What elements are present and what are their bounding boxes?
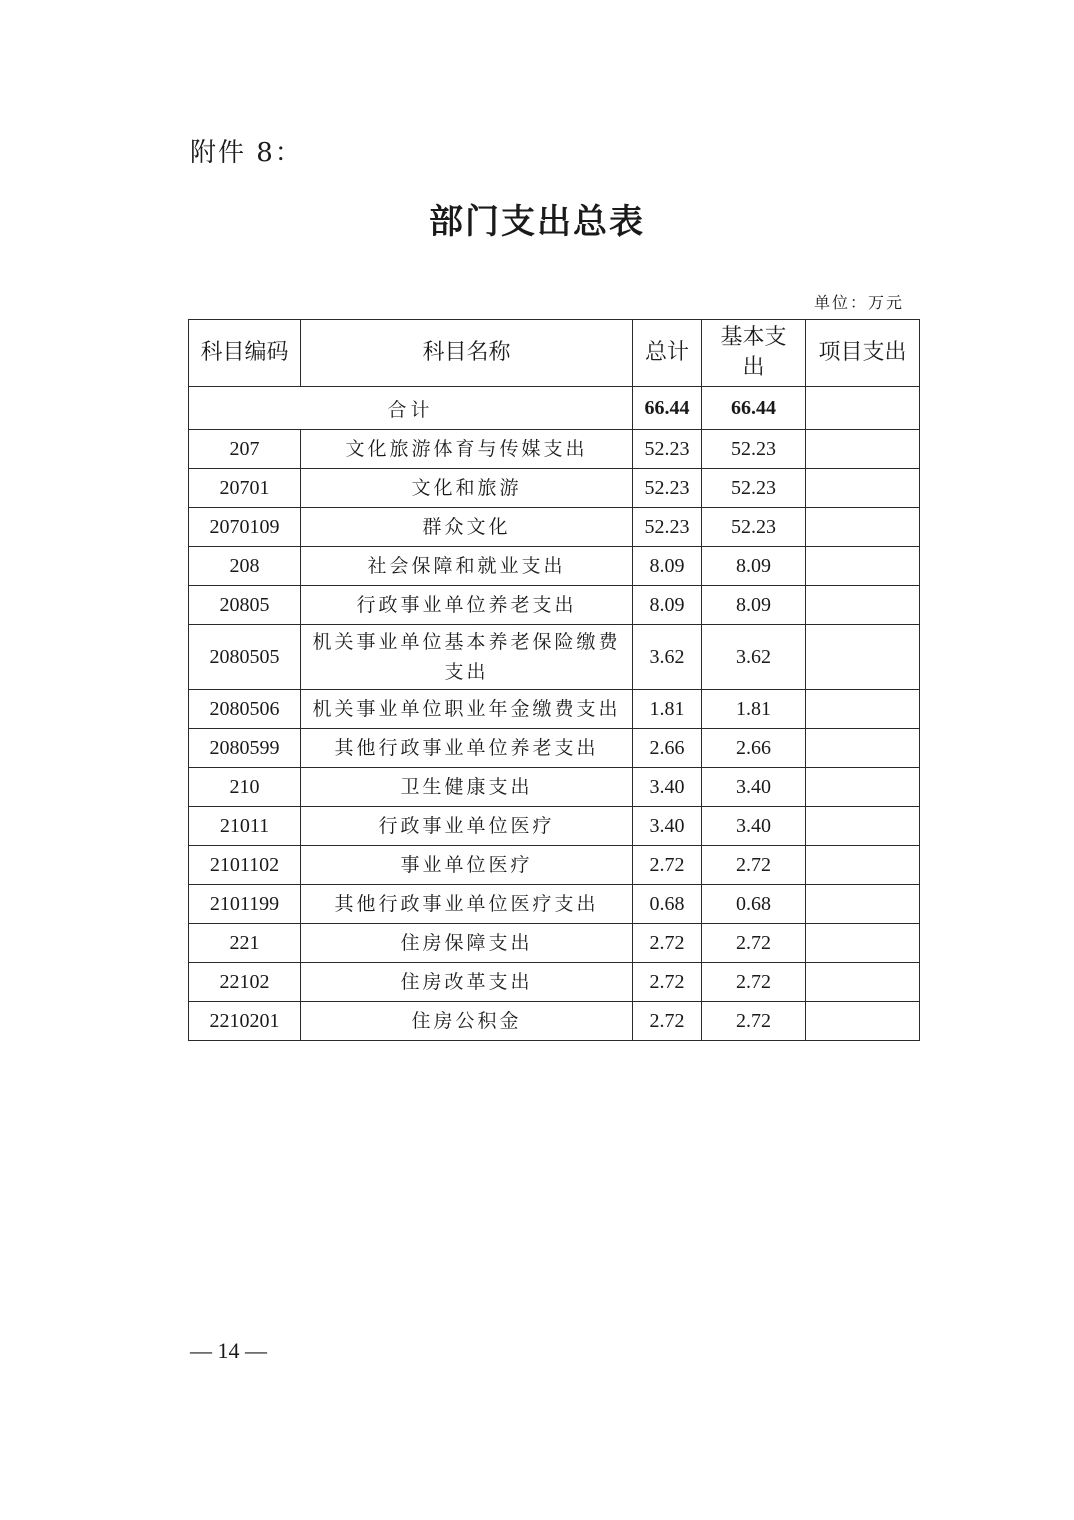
- row-total: 8.09: [633, 586, 702, 625]
- row-basic: 2.72: [702, 963, 806, 1002]
- expenditure-table: [188, 319, 920, 1041]
- header-code: 科目编码: [189, 320, 301, 387]
- table-row: [189, 586, 920, 625]
- row-project: [806, 508, 920, 547]
- row-project: [806, 690, 920, 729]
- table-row: [189, 625, 920, 690]
- row-project: [806, 1002, 920, 1041]
- row-basic: 3.62: [702, 625, 806, 690]
- page-number: — 14 —: [190, 1338, 267, 1363]
- header-basic: 基本支出: [702, 320, 806, 387]
- row-name: 社会保障和就业支出: [301, 547, 633, 586]
- row-basic: 8.09: [702, 586, 806, 625]
- row-total: 8.09: [633, 547, 702, 586]
- row-name: 住房保障支出: [301, 924, 633, 963]
- row-name: 机关事业单位职业年金缴费支出: [301, 690, 633, 729]
- table-row: [189, 924, 920, 963]
- row-name: 机关事业单位基本养老保险缴费支出: [301, 625, 633, 690]
- row-basic: 2.66: [702, 729, 806, 768]
- row-total: 3.40: [633, 807, 702, 846]
- header-total: 总计: [633, 320, 702, 387]
- row-project: [806, 924, 920, 963]
- row-project: [806, 586, 920, 625]
- row-code: 2080506: [189, 690, 301, 729]
- row-code: 2210201: [189, 1002, 301, 1041]
- table-row: [189, 1002, 920, 1041]
- row-basic: 52.23: [702, 430, 806, 469]
- row-total: 2.72: [633, 924, 702, 963]
- row-basic: 52.23: [702, 469, 806, 508]
- row-total: 2.72: [633, 1002, 702, 1041]
- total-basic: 66.44: [702, 387, 806, 430]
- unit-label: 单位：万元: [813, 293, 904, 312]
- row-name: 文化和旅游: [301, 469, 633, 508]
- row-basic: 1.81: [702, 690, 806, 729]
- row-basic: 2.72: [702, 924, 806, 963]
- row-project: [806, 430, 920, 469]
- row-code: 2101102: [189, 846, 301, 885]
- total-row: [189, 387, 920, 430]
- total-sum: 66.44: [633, 387, 702, 430]
- table-row: [189, 430, 920, 469]
- row-name: 其他行政事业单位养老支出: [301, 729, 633, 768]
- row-project: [806, 846, 920, 885]
- row-name: 其他行政事业单位医疗支出: [301, 885, 633, 924]
- row-total: 2.66: [633, 729, 702, 768]
- row-code: 208: [189, 547, 301, 586]
- row-name: 住房公积金: [301, 1002, 633, 1041]
- row-basic: 0.68: [702, 885, 806, 924]
- row-basic: 52.23: [702, 508, 806, 547]
- row-code: 2101199: [189, 885, 301, 924]
- row-code: 20805: [189, 586, 301, 625]
- row-basic: 2.72: [702, 1002, 806, 1041]
- row-code: 207: [189, 430, 301, 469]
- header-project: 项目支出: [806, 320, 920, 387]
- row-basic: 3.40: [702, 768, 806, 807]
- row-code: 221: [189, 924, 301, 963]
- row-total: 1.81: [633, 690, 702, 729]
- row-basic: 8.09: [702, 547, 806, 586]
- row-name: 行政事业单位医疗: [301, 807, 633, 846]
- row-code: 2070109: [189, 508, 301, 547]
- row-project: [806, 768, 920, 807]
- row-project: [806, 963, 920, 1002]
- table-row: [189, 807, 920, 846]
- row-name: 住房改革支出: [301, 963, 633, 1002]
- table-row: [189, 508, 920, 547]
- row-basic: 2.72: [702, 846, 806, 885]
- row-total: 3.40: [633, 768, 702, 807]
- row-name: 文化旅游体育与传媒支出: [301, 430, 633, 469]
- page-title: 部门支出总表: [429, 202, 645, 242]
- attachment-label: 附件 8：: [190, 138, 303, 168]
- row-basic: 3.40: [702, 807, 806, 846]
- table-header-row: [189, 320, 920, 387]
- table-row: [189, 690, 920, 729]
- row-project: [806, 469, 920, 508]
- row-total: 52.23: [633, 469, 702, 508]
- row-name: 事业单位医疗: [301, 846, 633, 885]
- row-code: 2080599: [189, 729, 301, 768]
- total-project: [806, 387, 920, 430]
- row-project: [806, 807, 920, 846]
- row-project: [806, 547, 920, 586]
- row-total: 52.23: [633, 508, 702, 547]
- table-row: [189, 885, 920, 924]
- row-total: 2.72: [633, 846, 702, 885]
- row-project: [806, 885, 920, 924]
- row-name: 行政事业单位养老支出: [301, 586, 633, 625]
- table-row: [189, 963, 920, 1002]
- row-name: 群众文化: [301, 508, 633, 547]
- row-code: 210: [189, 768, 301, 807]
- row-code: 2080505: [189, 625, 301, 690]
- row-code: 20701: [189, 469, 301, 508]
- row-name: 卫生健康支出: [301, 768, 633, 807]
- total-label: 合计: [189, 387, 633, 430]
- table-row: [189, 729, 920, 768]
- table-row: [189, 469, 920, 508]
- row-total: 52.23: [633, 430, 702, 469]
- table-row: [189, 547, 920, 586]
- row-project: [806, 625, 920, 690]
- row-project: [806, 729, 920, 768]
- row-code: 22102: [189, 963, 301, 1002]
- row-code: 21011: [189, 807, 301, 846]
- row-total: 0.68: [633, 885, 702, 924]
- header-name: 科目名称: [301, 320, 633, 387]
- row-total: 2.72: [633, 963, 702, 1002]
- row-total: 3.62: [633, 625, 702, 690]
- table-row: [189, 846, 920, 885]
- table-row: [189, 768, 920, 807]
